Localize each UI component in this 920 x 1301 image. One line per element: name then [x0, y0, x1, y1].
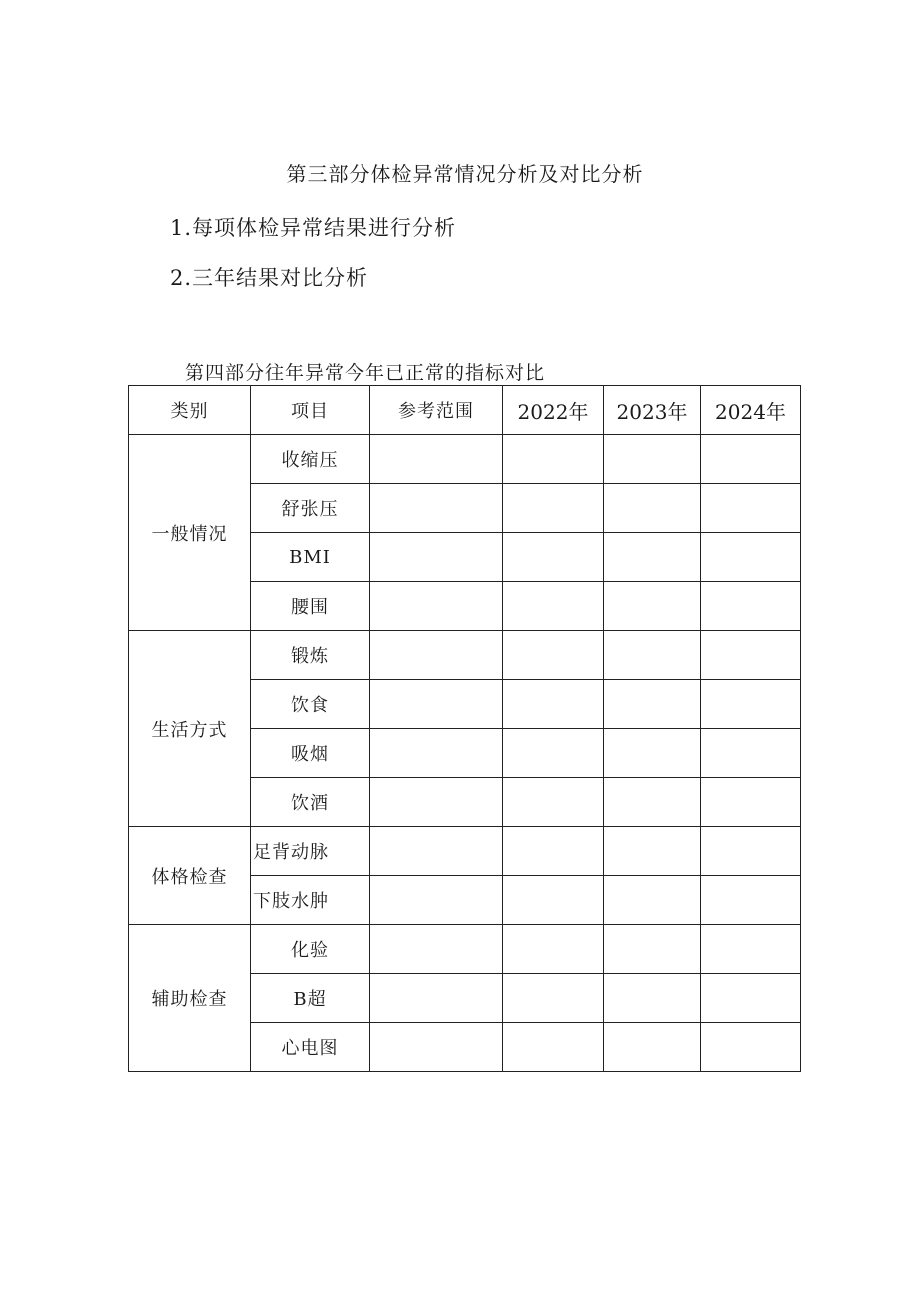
- header-item: 项目: [251, 386, 370, 435]
- year-2023-cell: [604, 680, 701, 729]
- item-cell: 足背动脉: [251, 827, 370, 876]
- reference-range-cell: [370, 435, 503, 484]
- reference-range-cell: [370, 778, 503, 827]
- item-cell: 收缩压: [251, 435, 370, 484]
- reference-range-cell: [370, 876, 503, 925]
- year-2024-cell: [701, 778, 801, 827]
- year-2024-cell: [701, 631, 801, 680]
- year-2022-cell: [503, 435, 604, 484]
- year-2022-cell: [503, 827, 604, 876]
- comparison-table: [128, 385, 801, 1072]
- part3-item-2: 2.三年结果对比分析: [170, 266, 369, 290]
- table-header-row: [129, 386, 801, 435]
- year-2024-cell: [701, 582, 801, 631]
- year-2024-cell: [701, 435, 801, 484]
- year-2022-cell: [503, 533, 604, 582]
- year-2023-cell: [604, 778, 701, 827]
- table-row: [129, 435, 801, 484]
- table-row: [129, 925, 801, 974]
- table-row: [129, 827, 801, 876]
- year-2023-cell: [604, 582, 701, 631]
- reference-range-cell: [370, 582, 503, 631]
- part3-item-1: 1.每项体检异常结果进行分析: [170, 216, 457, 240]
- year-2023-cell: [604, 827, 701, 876]
- item-cell: B超: [251, 974, 370, 1023]
- item-cell: 下肢水肿: [251, 876, 370, 925]
- reference-range-cell: [370, 827, 503, 876]
- year-2023-cell: [604, 631, 701, 680]
- reference-range-cell: [370, 974, 503, 1023]
- item-cell: 化验: [251, 925, 370, 974]
- year-2024-cell: [701, 1023, 801, 1072]
- year-2023-cell: [604, 876, 701, 925]
- year-2024-cell: [701, 729, 801, 778]
- year-2022-cell: [503, 1023, 604, 1072]
- part3-title: 第三部分体检异常情况分析及对比分析: [286, 162, 644, 186]
- reference-range-cell: [370, 729, 503, 778]
- reference-range-cell: [370, 1023, 503, 1072]
- year-2023-cell: [604, 729, 701, 778]
- year-2023-cell: [604, 974, 701, 1023]
- category-cell: 辅助检查: [129, 925, 251, 1072]
- year-2024-cell: [701, 533, 801, 582]
- table-row: [129, 631, 801, 680]
- header-year-2023: 2023年: [604, 386, 701, 435]
- year-2024-cell: [701, 876, 801, 925]
- year-2022-cell: [503, 680, 604, 729]
- header-year-2024: 2024年: [701, 386, 801, 435]
- year-2023-cell: [604, 1023, 701, 1072]
- year-2023-cell: [604, 435, 701, 484]
- reference-range-cell: [370, 925, 503, 974]
- item-cell: BMI: [251, 533, 370, 582]
- year-2022-cell: [503, 974, 604, 1023]
- item-cell: 饮食: [251, 680, 370, 729]
- year-2022-cell: [503, 876, 604, 925]
- year-2022-cell: [503, 778, 604, 827]
- year-2023-cell: [604, 533, 701, 582]
- year-2024-cell: [701, 484, 801, 533]
- category-cell: 体格检查: [129, 827, 251, 925]
- item-cell: 锻炼: [251, 631, 370, 680]
- reference-range-cell: [370, 484, 503, 533]
- reference-range-cell: [370, 680, 503, 729]
- item-cell: 心电图: [251, 1023, 370, 1072]
- year-2023-cell: [604, 925, 701, 974]
- category-cell: 生活方式: [129, 631, 251, 827]
- header-category: 类别: [129, 386, 251, 435]
- year-2024-cell: [701, 680, 801, 729]
- item-cell: 吸烟: [251, 729, 370, 778]
- item-cell: 舒张压: [251, 484, 370, 533]
- reference-range-cell: [370, 533, 503, 582]
- year-2024-cell: [701, 827, 801, 876]
- year-2022-cell: [503, 582, 604, 631]
- year-2023-cell: [604, 484, 701, 533]
- item-cell: 饮酒: [251, 778, 370, 827]
- year-2022-cell: [503, 925, 604, 974]
- year-2024-cell: [701, 925, 801, 974]
- year-2022-cell: [503, 631, 604, 680]
- header-reference-range: 参考范围: [370, 386, 503, 435]
- reference-range-cell: [370, 631, 503, 680]
- year-2024-cell: [701, 974, 801, 1023]
- header-year-2022: 2022年: [503, 386, 604, 435]
- year-2022-cell: [503, 729, 604, 778]
- item-cell: 腰围: [251, 582, 370, 631]
- category-cell: 一般情况: [129, 435, 251, 631]
- part4-title: 第四部分往年异常今年已正常的指标对比: [185, 362, 546, 384]
- year-2022-cell: [503, 484, 604, 533]
